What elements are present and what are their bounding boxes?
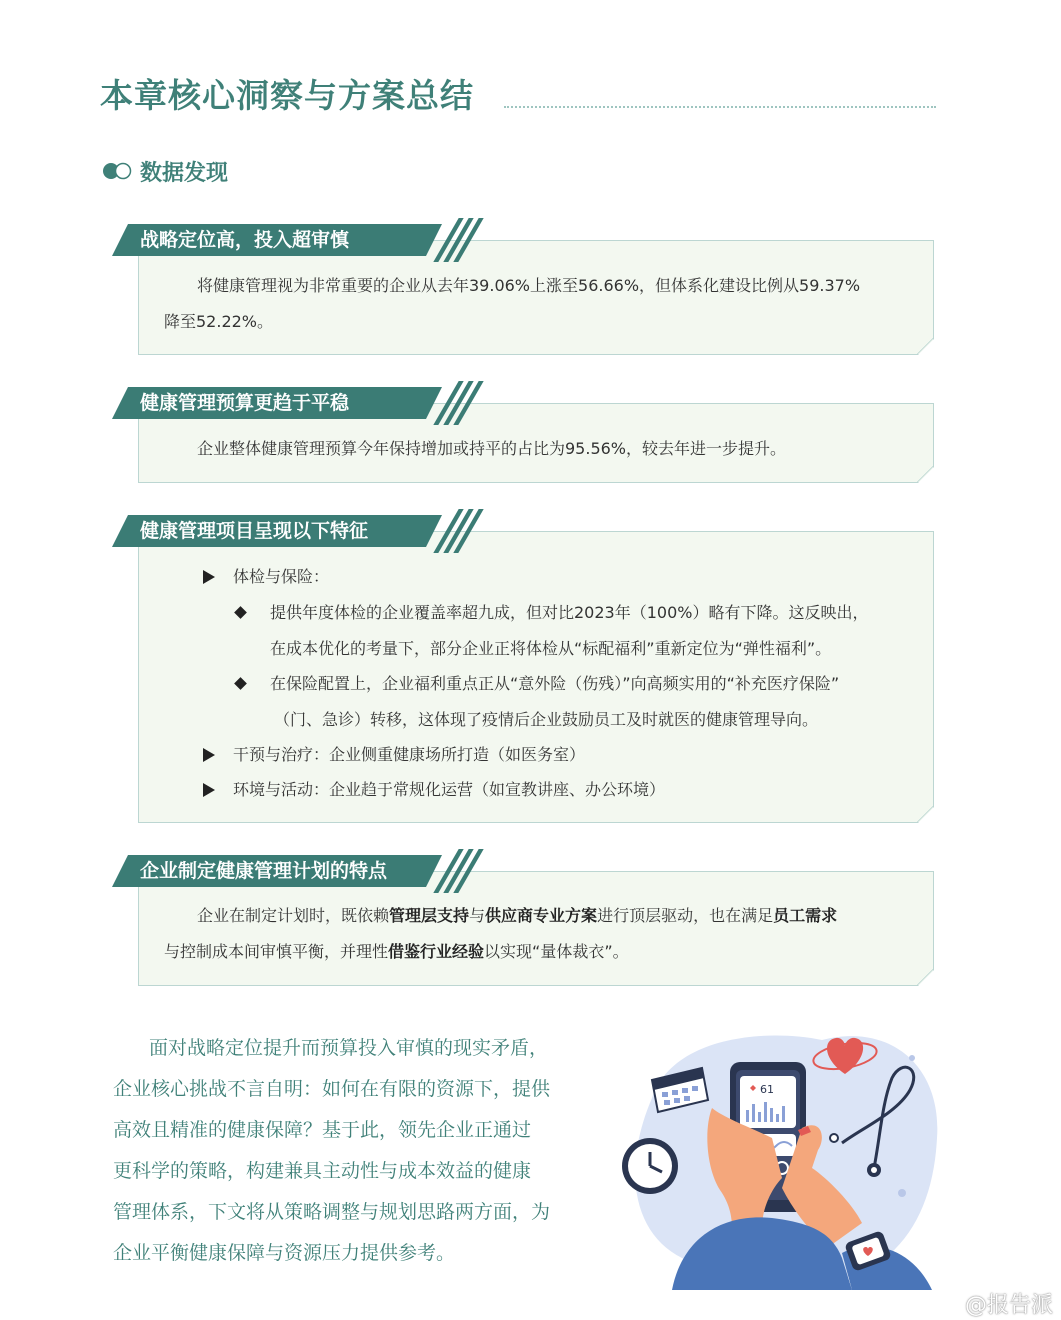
watermark: @报告派 [964,1293,1053,1318]
page-title: 本章核心洞察与方案总结 [100,76,474,115]
feature-item: 体检与保险： [233,567,330,586]
finding-heading: 健康管理预算更趋于平稳 [140,392,350,414]
heart-rate-readout: 61 [760,1083,774,1096]
finding-text: 将健康管理视为非常重要的企业从去年39.06%上涨至56.66%，但体系化建设比例从59.37% 降至52.22%。 [164,276,861,331]
feature-item: 干预与治疗：企业侧重健康场所打造（如医务室） [233,745,586,764]
finding-banner-3 [112,515,442,547]
toggle-dot-icon [102,162,132,180]
feature-subitem: 在保险配置上，企业福利重点正从“意外险（伤残）”向高频实用的“补充医疗保险” （门、急诊）转移，这体现了疫情后企业鼓励员工及时就医的健康管理导向。 [270,674,840,729]
finding-banner-4 [112,855,442,887]
title-divider [504,106,936,108]
closing-paragraph: 面对战略定位提升而预算投入审慎的现实矛盾， 企业核心挑战不言自明：如何在有限的资源下，提供 高效且精准的健康保障？基于此，领先企业正通过 更科学的策略，构建兼具主动性与成本效益的健康 管理体系，下文将从策略调整与规划思路两方面，为 企业平衡健康保障与资源压力提供参考。 [113,1037,551,1264]
finding-banner-1 [112,224,442,256]
clock-icon [622,1138,678,1194]
finding-heading: 战略定位高，投入超审慎 [140,229,350,251]
triangle-bullet-icon [203,783,215,797]
section-title: 数据发现 [140,161,229,186]
triangle-bullet-icon [203,748,215,762]
feature-subitem: 提供年度体检的企业覆盖率超九成，但对比2023年（100%）略有下降。这反映出， 在成本优化的考量下，部分企业正将体检从“标配福利”重新定位为“弹性福利”。 [270,603,869,658]
health-app-illustration [612,1018,948,1290]
finding-heading: 健康管理项目呈现以下特征 [140,520,369,542]
triangle-bullet-icon [203,570,215,584]
feature-item: 环境与活动：企业趋于常规化运营（如宣教讲座、办公环境） [233,780,666,799]
finding-heading: 企业制定健康管理计划的特点 [140,860,388,882]
finding-text: 企业在制定计划时，既依赖管理层支持与供应商专业方案进行顶层驱动，也在满足员工需求 与控制成本间审慎平衡，并理性借鉴行业经验以实现“量体裁衣”。 [164,906,838,961]
finding-banner-2 [112,387,442,419]
finding-text: 企业整体健康管理预算今年保持增加或持平的占比为95.56%，较去年进一步提升。 [197,439,787,458]
